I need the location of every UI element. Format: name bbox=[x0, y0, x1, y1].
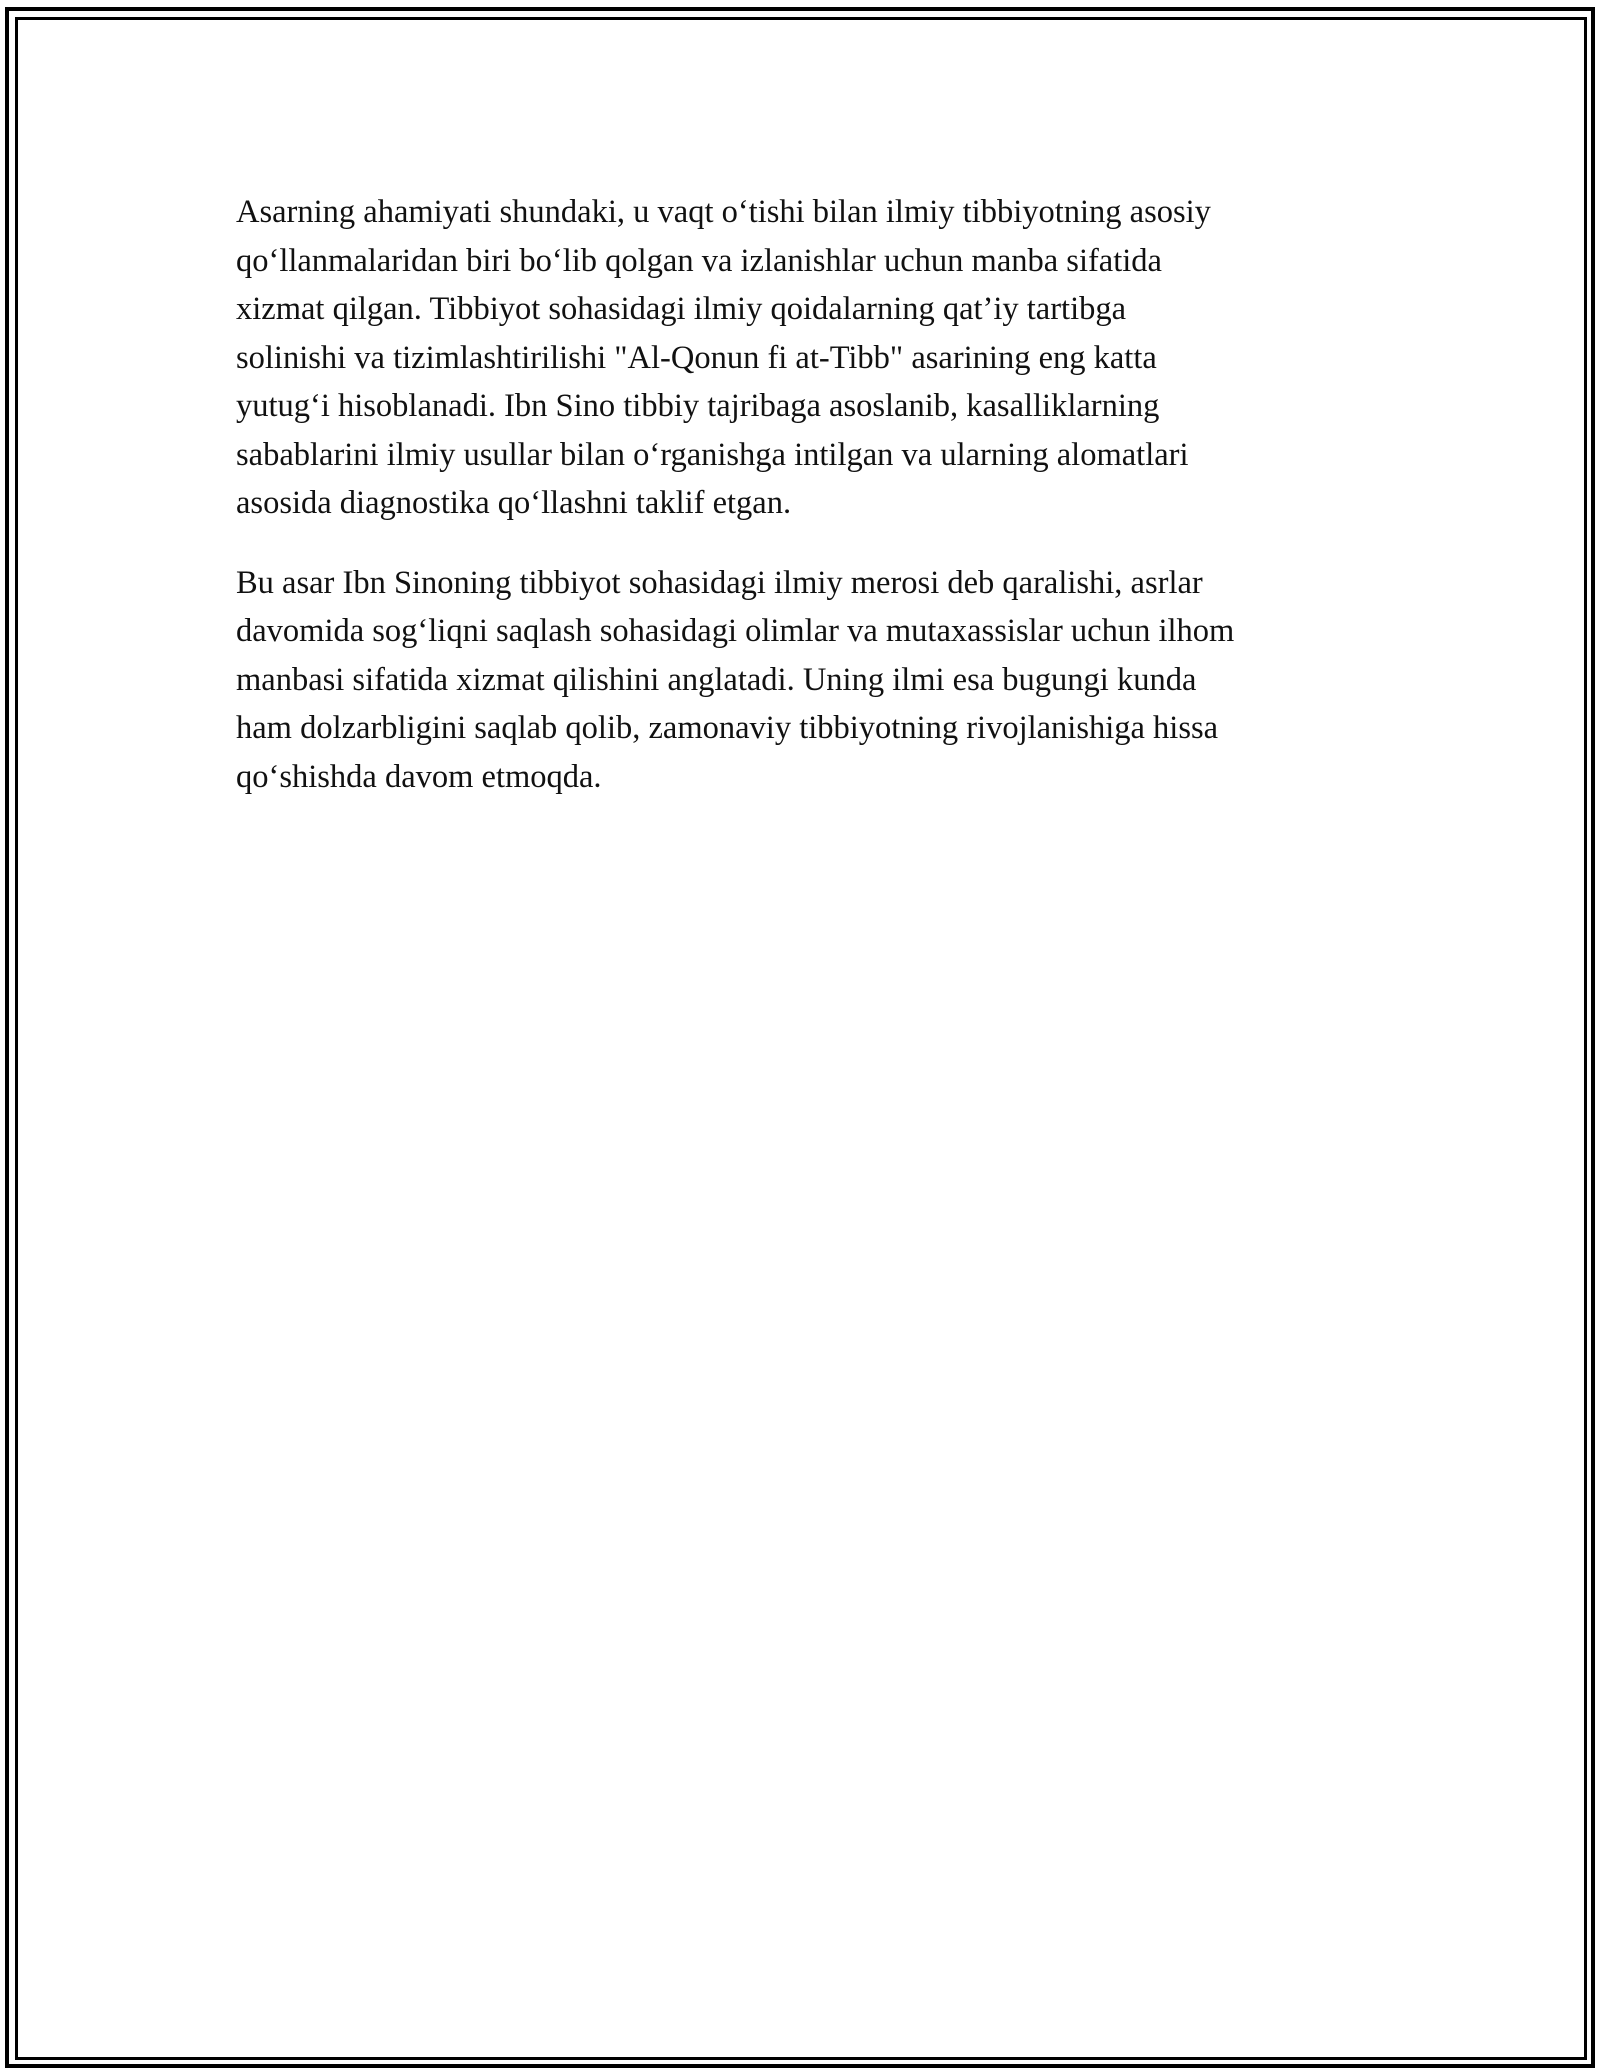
paragraph-line: Bu asar Ibn Sinoning tibbiyot sohasidagi ilmiy merosi deb qaralishi, asrlar bbox=[236, 564, 1203, 601]
paragraph-line: yutug‘i hisoblanadi. Ibn Sino tibbiy tajribaga asoslanib, kasalliklarning bbox=[236, 388, 1160, 424]
paragraph-line: qo‘shishda davom etmoqda. bbox=[236, 758, 602, 795]
paragraph-2 bbox=[236, 559, 1386, 802]
paragraph-line: solinishi va tizimlashtirilishi "Al-Qonun fi at-Tibb" asarining eng katta bbox=[236, 339, 1157, 376]
paragraph-line: Asarning ahamiyati shundaki, u vaqt o‘tishi bilan ilmiy tibbiyotning asosiy bbox=[236, 194, 1211, 230]
paragraph-line: manbasi sifatida xizmat qilishini anglatadi. Uning ilmi esa bugungi kunda bbox=[236, 661, 1197, 698]
paragraph-line: xizmat qilgan. Tibbiyot sohasidagi ilmiy qoidalarning qat’iy tartibga bbox=[236, 291, 1127, 327]
paragraph-line: davomida sog‘liqni saqlash sohasidagi olimlar va mutaxassislar uchun ilhom bbox=[236, 613, 1235, 649]
paragraph-1 bbox=[236, 188, 1386, 528]
paragraph-line: asosida diagnostika qo‘llashni taklif etgan. bbox=[236, 485, 792, 521]
paragraph-line: qo‘llanmalaridan biri bo‘lib qolgan va izlanishlar uchun manba sifatida bbox=[236, 242, 1162, 279]
paragraph-line: ham dolzarbligini saqlab qolib, zamonaviy tibbiyotning rivojlanishiga hissa bbox=[236, 710, 1219, 746]
paragraph-line: sabablarini ilmiy usullar bilan o‘rganishga intilgan va ularning alomatlari bbox=[236, 436, 1189, 473]
document-body bbox=[236, 188, 1386, 832]
